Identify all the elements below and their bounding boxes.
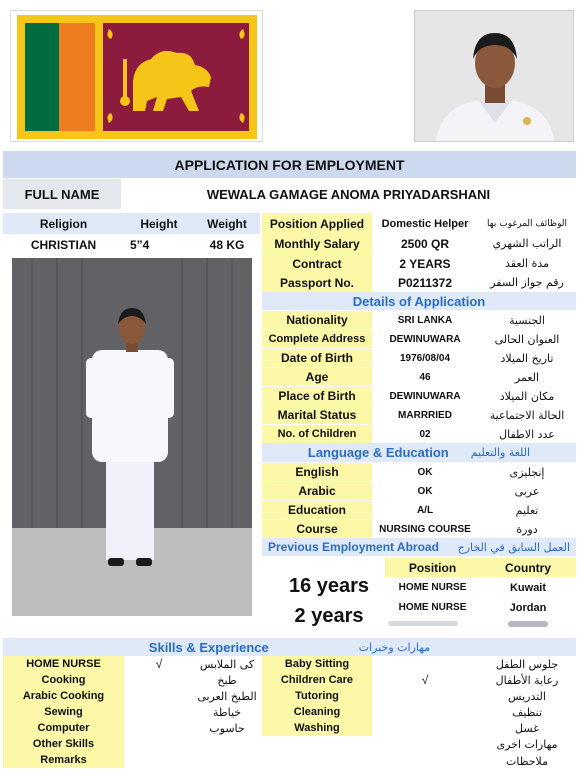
skill-left-label: Sewing	[3, 704, 124, 720]
height-header: Height	[124, 213, 194, 234]
language-row-value: NURSING COURSE	[379, 523, 471, 535]
skill-left-check	[124, 704, 194, 720]
skill-right-label: Tutoring	[262, 688, 372, 704]
previous-row-position: HOME NURSE	[398, 582, 467, 593]
language-row-value: OK	[417, 485, 433, 497]
language-row-arabic: دورة	[516, 522, 538, 536]
details-row-arabic: عدد الاطفال	[499, 427, 555, 441]
language-row-value: OK	[417, 466, 433, 478]
details-row-value: MARRRIED	[398, 409, 452, 421]
previous-row-country: Kuwait	[509, 581, 547, 594]
position-row-label: Contract	[262, 254, 372, 273]
skill-right-check	[372, 720, 478, 736]
full-name-value: WEWALA GAMAGE ANOMA PRIYADARSHANI	[206, 186, 491, 202]
skill-right-check	[372, 704, 478, 720]
details-row-arabic: تاريخ الميلاد	[500, 351, 554, 365]
previous-col-country: Country	[480, 558, 576, 577]
full-body-photo	[12, 258, 252, 616]
remarks-label: Remarks	[3, 752, 124, 768]
details-row-arabic: الجنسية	[509, 313, 545, 327]
details-row-arabic: العمر	[514, 370, 540, 384]
skill-right-arabic: جلوس الطفل	[495, 657, 559, 671]
position-row-value: 2 YEARS	[399, 256, 451, 271]
language-row-label: English	[262, 463, 372, 481]
skill-left-label: Computer	[3, 720, 124, 736]
skill-right-check: √	[421, 673, 429, 687]
language-header-arabic: اللغة والتعليم	[470, 446, 531, 459]
skill-right-arabic: تنظيف	[511, 705, 543, 719]
skill-left-arabic: طبخ	[217, 673, 237, 687]
portrait-photo	[414, 10, 574, 142]
previous-header-arabic: العمل السابق في الخارج	[457, 540, 570, 554]
skill-left-check: √	[155, 657, 163, 671]
skill-right-label: Children Care	[262, 672, 372, 688]
skill-right-check	[372, 656, 478, 672]
skill-left-check	[124, 720, 194, 736]
page-title: APPLICATION FOR EMPLOYMENT	[3, 151, 576, 178]
details-row-label: Complete Address	[262, 330, 372, 348]
skill-right-arabic: رعاية الأطفال	[495, 673, 559, 687]
skills-header	[3, 638, 576, 656]
position-row-label: Monthly Salary	[262, 234, 372, 253]
skill-left-check	[124, 688, 194, 704]
full-name-label: FULL NAME	[3, 179, 121, 209]
weight-value: 48 KG	[209, 238, 245, 252]
religion-header: Religion	[3, 213, 124, 234]
blurred-text	[508, 621, 548, 627]
skill-right-arabic: غسل	[515, 721, 539, 735]
previous-row-position: HOME NURSE	[398, 602, 467, 613]
details-row-value: DEWINUWARA	[389, 333, 461, 345]
skill-left-label: Arabic Cooking	[3, 688, 124, 704]
height-value: 5”4	[130, 238, 150, 252]
weight-header: Weight	[194, 213, 260, 234]
position-row-arabic: رقم جواز السفر	[490, 276, 564, 289]
skills-header-arabic: مهارات وخبرات	[358, 640, 431, 654]
position-row-label: Passport No.	[262, 273, 372, 292]
skill-left-arabic: كى الملابس	[199, 657, 255, 671]
overlay-years-1: 16 years	[277, 568, 381, 604]
previous-header	[262, 538, 576, 556]
skill-left-arabic: خياطة	[212, 705, 242, 719]
overlay-years-2: 2 years	[277, 598, 381, 634]
skill-left-label: HOME NURSE	[3, 656, 124, 672]
details-row-arabic: الحالة الاجتماعية	[489, 408, 565, 422]
previous-col-position: Position	[385, 558, 480, 577]
skill-left-check	[124, 672, 194, 688]
position-row-arabic: الوظائف المرغوب بها	[487, 218, 567, 229]
details-row-label: Age	[262, 368, 372, 386]
skill-left-arabic: الطبخ العربى	[197, 689, 257, 703]
position-row-arabic: الراتب الشهري	[492, 237, 562, 250]
skills-header-label: Skills & Experience	[148, 639, 269, 655]
details-row-arabic: مكان الميلاد	[499, 389, 555, 403]
sri-lanka-flag	[10, 10, 263, 142]
details-row-arabic: العنوان الحالى	[494, 332, 560, 346]
details-row-label: Place of Birth	[262, 387, 372, 405]
details-row-value: DEWINUWARA	[389, 390, 461, 402]
details-row-label: Date of Birth	[262, 349, 372, 367]
language-row-arabic: إنجليزى	[509, 465, 545, 479]
language-row-label: Course	[262, 520, 372, 538]
skill-right-arabic: التدريس	[508, 689, 546, 703]
other-skills-label: Other Skills	[3, 736, 124, 752]
details-row-label: No. of Children	[262, 425, 372, 443]
remarks-arabic: ملاحظات	[506, 754, 548, 768]
skill-left-label: Cooking	[3, 672, 124, 688]
language-header-label: Language & Education	[307, 445, 449, 460]
details-row-label: Nationality	[262, 311, 372, 329]
details-header: Details of Application	[262, 292, 576, 310]
details-row-value: 1976/08/04	[399, 352, 451, 364]
language-header	[262, 443, 576, 462]
position-row-label: Position Applied	[262, 213, 372, 234]
skill-right-label: Washing	[262, 720, 372, 736]
skill-right-label: Baby Sitting	[262, 656, 372, 672]
position-row-value: Domestic Helper	[381, 217, 469, 230]
position-row-arabic: مدة العقد	[505, 257, 549, 270]
blurred-text	[388, 621, 458, 626]
position-row-value: 2500 QR	[400, 236, 450, 251]
skill-right-check	[372, 688, 478, 704]
language-row-arabic: تعليم	[515, 503, 539, 517]
details-row-value: SRI LANKA	[397, 314, 453, 326]
previous-row-country: Jordan	[509, 601, 547, 614]
previous-header-label: Previous Employment Abroad	[268, 540, 439, 554]
language-row-label: Education	[262, 501, 372, 519]
language-row-label: Arabic	[262, 482, 372, 500]
language-row-arabic: عربى	[514, 484, 540, 498]
details-row-label: Marital Status	[262, 406, 372, 424]
position-row-value: P0211372	[397, 275, 453, 290]
religion-value: CHRISTIAN	[30, 238, 97, 252]
details-row-value: 02	[419, 428, 431, 440]
language-row-value: A/L	[416, 504, 434, 516]
skill-left-arabic: حاسوب	[209, 721, 245, 735]
skill-right-label: Cleaning	[262, 704, 372, 720]
details-row-value: 46	[419, 371, 431, 383]
other-skills-arabic: مهارات اخرى	[496, 737, 558, 751]
